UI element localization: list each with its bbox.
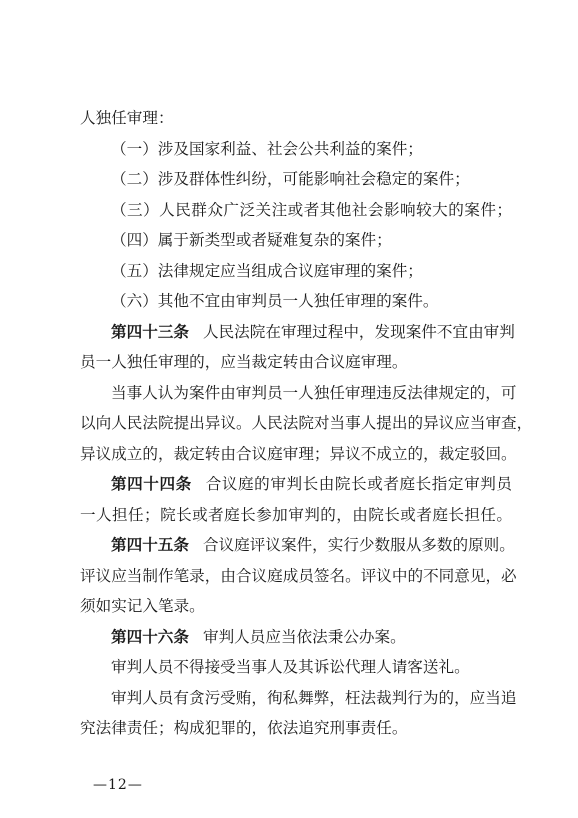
line-text: 评议应当制作笔录，由合议庭成员签名。评议中的不同意见，必 bbox=[80, 566, 517, 585]
list-item bbox=[80, 134, 512, 165]
text-line bbox=[80, 652, 512, 683]
text-line bbox=[80, 347, 512, 378]
line-text: 异议成立的，裁定转由合议庭审理；异议不成立的，裁定驳回。 bbox=[80, 444, 517, 463]
line-text: （二）涉及群体性纠纷，可能影响社会稳定的案件； bbox=[111, 170, 470, 188]
line-text: 员一人独任审理的，应当裁定转由合议庭审理。 bbox=[80, 353, 408, 371]
article-46 bbox=[80, 622, 512, 653]
article-number: 第四十三条 bbox=[111, 321, 189, 341]
article-number: 第四十五条 bbox=[111, 535, 189, 554]
line-text: 以向人民法院提出异议。人民法院对当事人提出的异议应当审查， bbox=[80, 414, 533, 432]
list-item bbox=[80, 164, 512, 195]
line-text: 人独任审理： bbox=[80, 109, 174, 127]
article-number: 第四十六条 bbox=[111, 626, 189, 646]
text-line bbox=[80, 683, 517, 714]
text-line bbox=[80, 713, 512, 744]
line-text: 合议庭的审判长由院长或者庭长指定审判员 bbox=[205, 475, 512, 493]
line-text: 审判人员有贪污受贿，徇私舞弊，枉法裁判行为的，应当追 bbox=[111, 688, 517, 707]
line-text: 审判人员应当依法秉公办案。 bbox=[202, 627, 406, 646]
article-44 bbox=[80, 469, 512, 500]
text-line bbox=[80, 378, 517, 409]
text-line bbox=[80, 561, 517, 592]
line-text: 须如实记入笔录。 bbox=[80, 597, 205, 615]
list-item bbox=[80, 225, 512, 256]
text-line bbox=[80, 439, 517, 470]
line-text: 究法律责任；构成犯罪的，依法追究刑事责任。 bbox=[80, 719, 408, 737]
line-text: 审判人员不得接受当事人及其诉讼代理人请客送礼。 bbox=[111, 658, 470, 676]
list-item bbox=[80, 256, 512, 287]
line-text: 人民法院在审理过程中，发现案件不宜由审判 bbox=[202, 322, 515, 341]
line-text: 当事人认为案件由审判员一人独任审理违反法律规定的，可 bbox=[111, 383, 517, 402]
list-item bbox=[80, 286, 512, 317]
article-45 bbox=[80, 530, 515, 561]
text-line bbox=[80, 500, 512, 531]
line-text: （六）其他不宜由审判员一人独任审理的案件。 bbox=[111, 292, 439, 310]
text-line bbox=[80, 103, 512, 134]
article-number: 第四十四条 bbox=[111, 474, 192, 493]
line-text: （一）涉及国家利益、社会公共利益的案件； bbox=[111, 139, 423, 158]
article-43 bbox=[80, 317, 515, 348]
line-text: 一人担任；院长或者庭长参加审判的，由院长或者庭长担任。 bbox=[80, 505, 512, 524]
line-text: 合议庭评议案件，实行少数服从多数的原则。 bbox=[202, 536, 515, 554]
line-text: （三）人民群众广泛关注或者其他社会影响较大的案件； bbox=[111, 200, 512, 219]
line-text: （四）属于新类型或者疑难复杂的案件； bbox=[111, 231, 392, 249]
list-item bbox=[80, 195, 512, 226]
page-number: —12— bbox=[93, 777, 143, 793]
line-text: （五）法律规定应当组成合议庭审理的案件； bbox=[111, 261, 423, 280]
text-line bbox=[80, 408, 533, 439]
text-line bbox=[80, 591, 512, 622]
document-body bbox=[80, 103, 533, 744]
